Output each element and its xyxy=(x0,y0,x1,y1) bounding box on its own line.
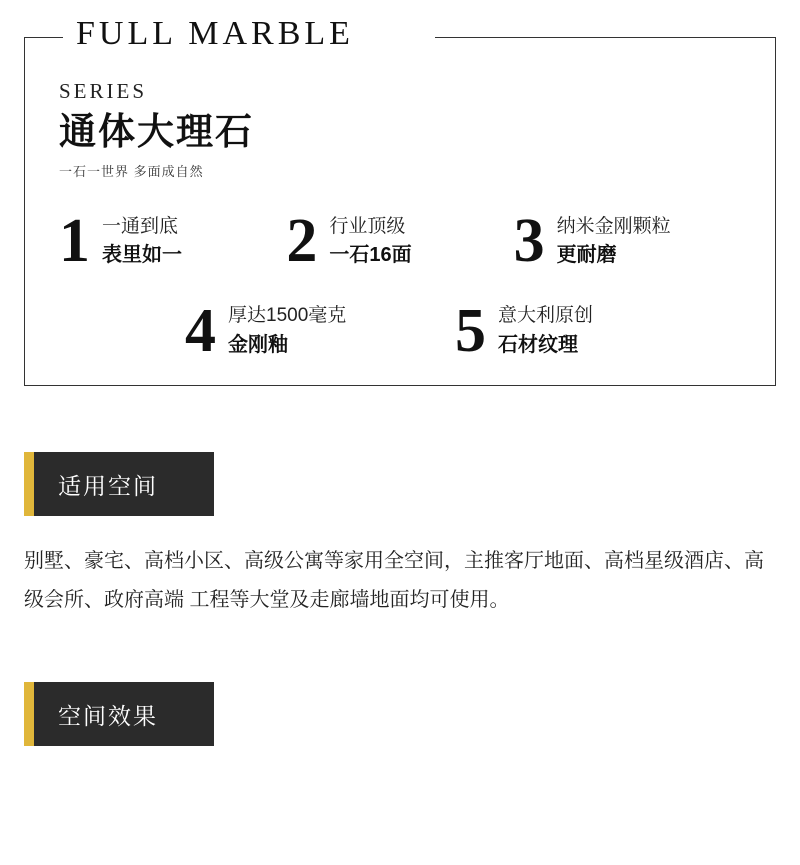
feature-text xyxy=(102,214,182,270)
feature-row-top xyxy=(59,207,741,276)
feature-item xyxy=(286,207,513,276)
hero-title-en: FULL MARBLE xyxy=(76,15,354,52)
feature-number: 3 xyxy=(513,207,545,276)
feature-number: 5 xyxy=(455,296,486,365)
feature-subtitle: 一石16面 xyxy=(329,244,412,267)
section-title: 适用空间 xyxy=(58,472,158,499)
section-label-box xyxy=(34,682,214,746)
feature-title: 厚达1500毫克 xyxy=(228,305,347,327)
feature-subtitle: 石材纹理 xyxy=(498,334,578,357)
applicable-space-section xyxy=(0,452,800,620)
feature-number: 2 xyxy=(286,207,318,276)
section-header-effect xyxy=(24,682,800,746)
feature-item xyxy=(455,296,725,365)
feature-text xyxy=(228,303,346,359)
feature-row-bottom xyxy=(59,296,741,365)
hero-inner xyxy=(25,79,775,365)
hero-subtitle-cn: 一石一世界 多面成自然 xyxy=(59,163,204,179)
feature-number: 1 xyxy=(59,207,90,276)
hero-series-label: SERIES xyxy=(59,79,148,104)
feature-text xyxy=(557,214,671,270)
feature-text xyxy=(329,214,411,270)
section-label-box xyxy=(34,452,214,516)
hero-frame xyxy=(24,37,776,386)
feature-number: 4 xyxy=(185,296,216,365)
feature-item xyxy=(59,207,286,276)
applicable-space-body: 别墅、豪宅、高档小区、高级公寓等家用全空间，主推客厅地面、高档星级酒店、高级会所、政府高端 工程等大堂及走廊墙地面均可使用。 xyxy=(24,550,764,612)
feature-subtitle: 更耐磨 xyxy=(556,244,617,267)
frame-top-right-rule xyxy=(435,37,775,38)
feature-subtitle: 金刚釉 xyxy=(228,334,288,357)
feature-text xyxy=(498,303,593,359)
frame-top-left-rule xyxy=(25,37,63,38)
feature-item xyxy=(513,207,741,276)
feature-title: 一通到底 xyxy=(102,215,179,237)
feature-title: 意大利原创 xyxy=(498,305,594,327)
hero-block xyxy=(24,0,776,386)
section-title: 空间效果 xyxy=(58,702,158,729)
feature-title: 行业顶级 xyxy=(329,215,406,237)
accent-bar xyxy=(24,452,34,516)
feature-item xyxy=(185,296,455,365)
hero-title-cn: 通体大理石 xyxy=(59,111,254,153)
feature-title: 纳米金刚颗粒 xyxy=(556,215,671,237)
accent-bar xyxy=(24,682,34,746)
space-effect-section xyxy=(0,682,800,746)
section-header-applicable xyxy=(24,452,800,516)
feature-subtitle: 表里如一 xyxy=(102,244,182,267)
